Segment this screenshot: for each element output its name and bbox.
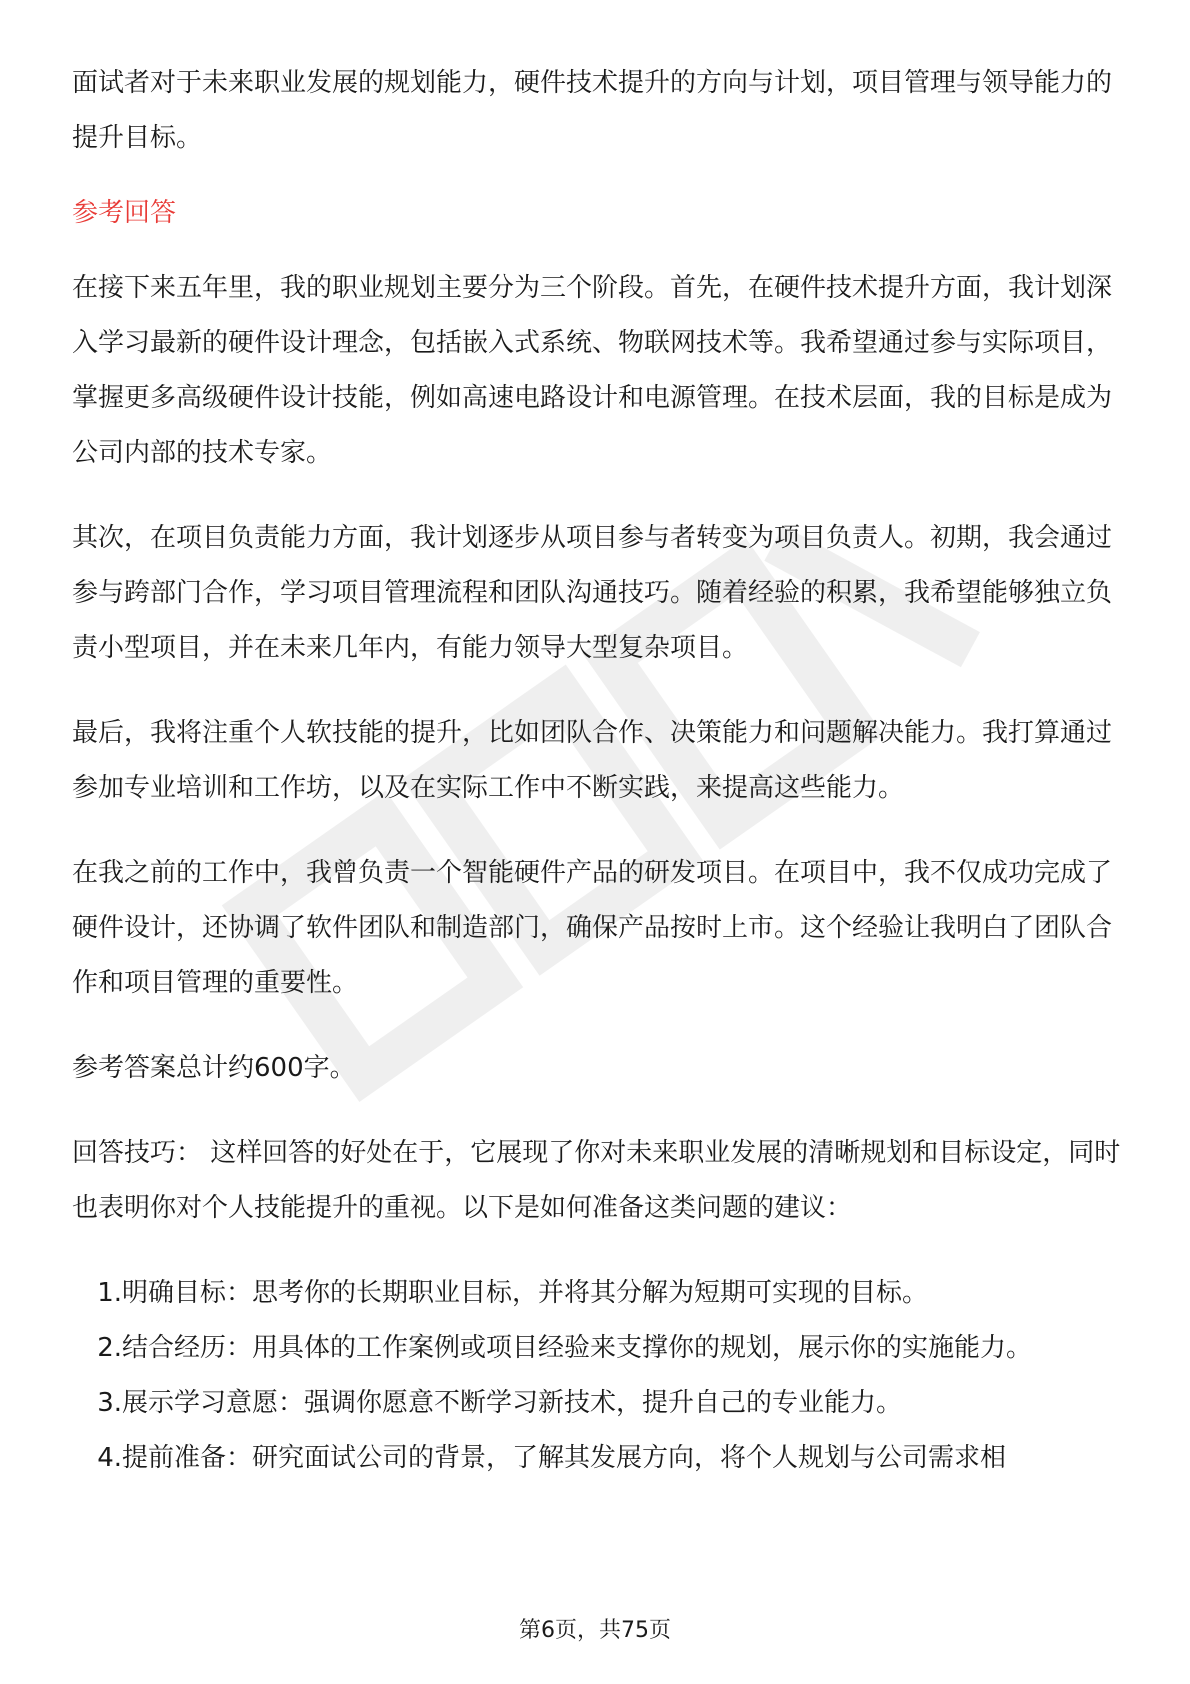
list-item: [72, 1266, 1122, 1321]
word-count-note: 参考答案总计约600字。: [72, 1053, 356, 1083]
list-item: [72, 1321, 1122, 1376]
answer-paragraph-3: 最后，我将注重个人软技能的提升，比如团队合作、决策能力和问题解决能力。我打算通过参加专业培训和工作坊，以及在实际工作中不断实践，来提高这些能力。: [72, 718, 1113, 803]
list-item-number: 3.: [97, 1388, 122, 1418]
list-item-number: 4.: [97, 1443, 122, 1473]
page-footer: 第6页，共75页: [519, 1618, 671, 1643]
section-heading: 参考回答: [72, 198, 177, 228]
tips-list: [72, 1266, 1122, 1486]
list-item-number: 1.: [97, 1278, 122, 1308]
answer-paragraph-1: 在接下来五年里，我的职业规划主要分为三个阶段。首先，在硬件技术提升方面，我计划深入学习最新的硬件设计理念，包括嵌入式系统、物联网技术等。我希望通过参与实际项目，掌握更多高级硬件设计技能，例如高速电路设计和电源管理。在技术层面，我的目标是成为公司内部的技术专家。: [72, 273, 1113, 468]
list-item: [72, 1376, 1122, 1431]
answer-paragraph-2: 其次，在项目负责能力方面，我计划逐步从项目参与者转变为项目负责人。初期，我会通过参与跨部门合作，学习项目管理流程和团队沟通技巧。随着经验的积累，我希望能够独立负责小型项目，并在未来几年内，有能力领导大型复杂项目。: [72, 523, 1113, 663]
intro-paragraph: 面试者对于未来职业发展的规划能力，硬件技术提升的方向与计划，项目管理与领导能力的提升目标。: [72, 68, 1113, 153]
list-item: [72, 1431, 1122, 1486]
list-item-number: 2.: [97, 1333, 122, 1363]
document-body: [72, 56, 1122, 1486]
list-item-text: 展示学习意愿：强调你愿意不断学习新技术，提升自己的专业能力。: [122, 1388, 903, 1418]
answer-tips-intro: 回答技巧： 这样回答的好处在于，它展现了你对未来职业发展的清晰规划和目标设定，同时也表明你对个人技能提升的重视。以下是如何准备这类问题的建议：: [72, 1138, 1121, 1223]
list-item-text: 提前准备：研究面试公司的背景，了解其发展方向，将个人规划与公司需求相: [122, 1443, 1007, 1473]
answer-paragraph-4: 在我之前的工作中，我曾负责一个智能硬件产品的研发项目。在项目中，我不仅成功完成了硬件设计，还协调了软件团队和制造部门，确保产品按时上市。这个经验让我明白了团队合作和项目管理的重要性。: [72, 858, 1113, 998]
list-item-text: 结合经历：用具体的工作案例或项目经验来支撑你的规划，展示你的实施能力。: [122, 1333, 1033, 1363]
list-item-text: 明确目标：思考你的长期职业目标，并将其分解为短期可实现的目标。: [122, 1278, 929, 1308]
